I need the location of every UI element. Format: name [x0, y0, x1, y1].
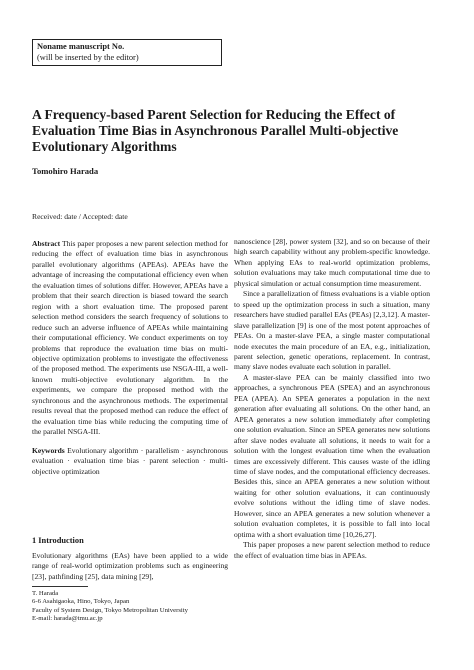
body-paragraph: nanoscience [28], power system [32], and so on because of their high search capability without any problem-specific knowledge. When applying EAs to real-world optimization problems, solution evaluations may take much computational time due to physical simulation or actual consumption time measurement. [234, 237, 430, 288]
left-column [32, 239, 228, 477]
body-paragraph: Since a parallelization of fitness evaluations is a viable option to speed up the optimization process in such a situation, many researchers have studied parallel EAs (PEAs) [2,3,12]. A master-slave parallelization [9] is one of the most potent approaches of PEAs. On a master-slave PEA, a single master computational node executes the main procedure of an EA, e.g., initialization, parent selection, genetic operations, replacement. In contrast, many slave nodes evaluate each solution in parallel. [234, 289, 430, 372]
footnote-email: E-mail: harada@tmu.ac.jp [32, 614, 103, 622]
body-paragraph: A master-slave PEA can be mainly classified into two approaches, a synchronous PEA (SPEA) and an asynchronous PEA (APEA). An SPEA generates a population in the next generation after evaluating all solutions. On the other hand, an APEA generates a new solution immediately after completing one solution evaluation. Since an SPEA generates new solutions after slave nodes evaluate all solutions, it needs to wait for a solution with the longest evaluation time when the evaluation times are excessively different. This causes waste of the idling time of slave nodes, and the computational efficiency decreases. Besides this, since an APEA generates a new solution without waiting for other solution evaluations, it can continuously evolve solutions without the idling time of slave nodes. However, since an APEA generates a new solution whenever a solution evaluation completes, it is possible to fall into local optima with a short evaluation time [10,26,27]. [234, 372, 430, 539]
footnote-rule [32, 586, 88, 587]
footnote-line: Faculty of System Design, Tokyo Metropolitan University [32, 606, 188, 614]
footnote-line: T. Harada [32, 590, 59, 597]
keywords-text: Evolutionary algorithm · parallelism · asynchronous evaluation · evaluation time bias · parent selection · multi-objective optimization [32, 445, 228, 476]
keywords-label: Keywords [32, 445, 65, 455]
editor-note: (will be inserted by the editor) [37, 52, 139, 62]
author-name: Tomohiro Harada [32, 166, 99, 176]
paper-title: A Frequency-based Parent Selection for Reducing the Effect of Evaluation Time Bias in Asynchronous Parallel Multi-objective Evolutionary Algorithms [32, 107, 399, 154]
manuscript-number: Noname manuscript No. [37, 42, 125, 51]
manuscript-box [32, 39, 222, 66]
right-column [234, 237, 430, 561]
author-footnote [32, 590, 228, 623]
abstract [32, 239, 228, 438]
body-paragraph: This paper proposes a new parent selection method to reduce the effect of evaluation time bias in APEAs. [234, 540, 430, 560]
abstract-text: This paper proposes a new parent selection method for reducing the effect of evaluation time bias in asynchronous parallel evolutionary algorithms (APEAs). APEAs have the advantage of increasing the computational efficiency even when the evaluation times of solutions differ. However, APEAs have a problem that their search direction is biased toward the search region with a short evaluation time. The proposed parent selection method considers the search frequency of solutions to reduce such an adverse influence of APEAs while maintaining their computational efficiency. We conduct experiments on toy problems that reproduce the evaluation time bias on multi-objective optimization problems to investigate the effectiveness of the proposed method. The experiments use NSGA-III, a well-known multi-objective evolutionary algorithm. In the experiments, we compare the proposed method with the synchronous and the asynchronous methods. The experimental results reveal that the proposed method can reduce the effect of the evaluation time bias while reducing the computing time of the parallel NSGA-III. [32, 239, 228, 437]
intro-paragraph: Evolutionary algorithms (EAs) have been applied to a wide range of real-world optimization problems such as engineering [23], pathfinding [25], data mining [29], [32, 551, 228, 581]
abstract-label: Abstract [32, 239, 61, 248]
section-heading: 1 Introduction [32, 536, 84, 545]
keywords [32, 446, 228, 477]
footnote-line: 6-6 Asahigaoka, Hino, Tokyo, Japan [32, 598, 130, 606]
received-date: Received: date / Accepted: date [32, 212, 128, 221]
